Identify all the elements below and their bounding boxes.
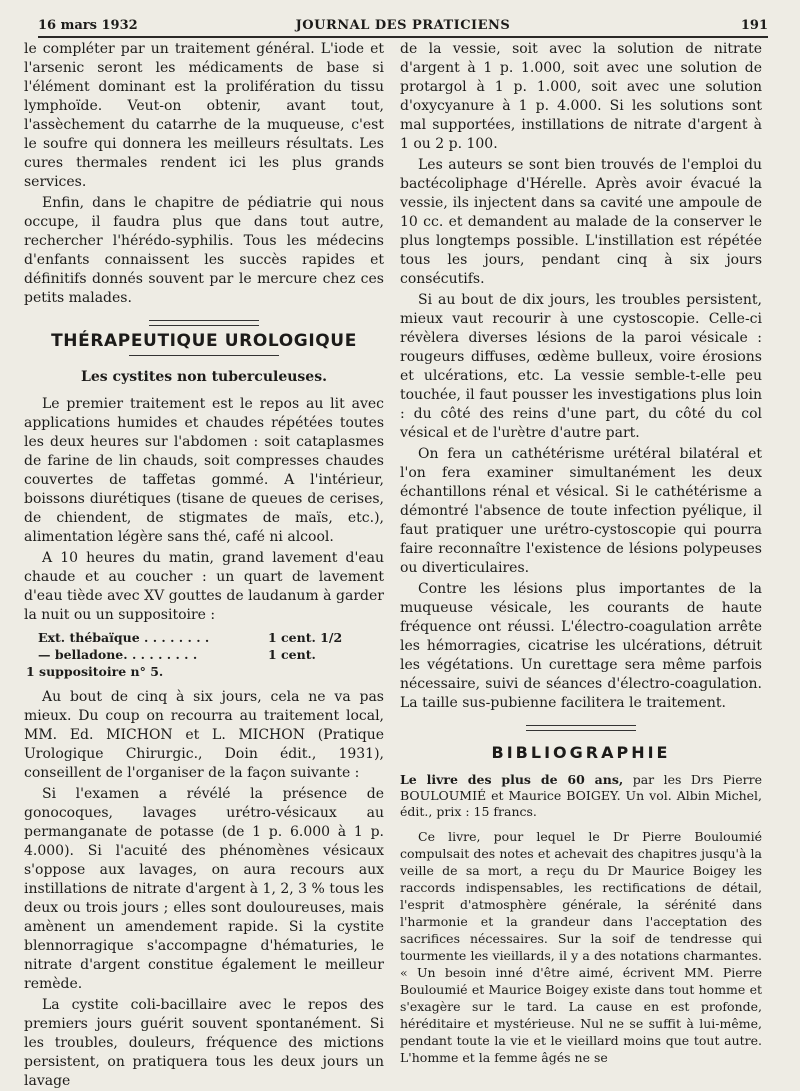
section-divider: [149, 320, 259, 326]
prescription-line: [38, 646, 384, 663]
book-details: par les Drs Pierre BOULOUMIÉ et Maurice BOIGEY. Un vol. Albin Michel, édit., prix : 15 francs.: [400, 772, 762, 819]
section-title-urologie: THÉRAPEUTIQUE UROLOGIQUE: [51, 331, 357, 351]
page-number: 191: [740, 18, 768, 33]
paragraph: le compléter par un traitement général. L'iode et l'arsenic seront les médicaments de base si l'élément dominant est la prolifération du tissu lymphoïde. Veut-on obtenir, avant tout, l'assèchement du catarrhe de la muqueuse, c'est le soufre qui donnera les meilleurs résultats. Les cures thermales rendent ici les plus grands services.: [24, 41, 384, 190]
paragraph: Si l'examen a révélé la présence de gonocoques, lavages urétro-vésicaux au permanganate de potasse (de 1 p. 6.000 à 1 p. 4.000). Si l'acuité des phénomènes vésicaux s'oppose aux lavages, on aura recours aux instillations de nitrate d'argent à 1, 2, 3 % tous les deux ou trois jours ; elles sont douloureuses, mais amènent un amendement rapide. Si la cystite blennorragique s'accompagne d'hématuries, le nitrate d'argent constitue également le meilleur remède.: [24, 786, 384, 992]
prescription-total: 1 suppositoire n° 5.: [26, 664, 164, 679]
prescription-quantity: 1 cent.: [268, 647, 316, 662]
book-review: Ce livre, pour lequel le Dr Pierre Bouloumié compulsait des notes et achevait des chapitres jusqu'à la veille de sa mort, a reçu du Dr Maurice Boigey les raccords indispensables, les rectifications de détail, l'esprit d'atmosphère générale, la sérénité dans l'harmonie et la grandeur dans l'acceptation des sacrifices nécessaires. Sur la soif de tendresse qui tourmente les vieillards, il y a des notations charmantes. « Un besoin inné d'être aimé, écrivent MM. Pierre Bouloumié et Maurice Boigey existe dans tout homme et s'exagère sur le tard. La cause en est profonde, héréditaire et mystérieuse. Nul ne se suffit à lui-même, pendant toute la vie et le vieillard moins que tout autre. L'homme et la femme âgés ne se: [400, 829, 762, 1065]
prescription: [26, 629, 384, 680]
issue-date: 16 mars 1932: [38, 18, 138, 33]
journal-title: JOURNAL DES PRATICIENS: [295, 18, 511, 33]
prescription-item: — belladone. . . . . . . . .: [38, 647, 198, 662]
prescription-quantity: 1 cent. 1/2: [268, 630, 343, 645]
title-underline: [129, 355, 279, 356]
section-divider: [526, 725, 636, 731]
paragraph: On fera un cathétérisme urétéral bilatéral et l'on fera examiner simultanément les deux échantillons rénal et vésical. Si le cathétérisme a démontré l'absence de toute infection pyélique, il faut pratiquer une urétro-cystoscopie qui pourra faire reconnaître l'existence de lésions polypeuses ou diverticulaires.: [400, 446, 762, 576]
right-column: [400, 40, 762, 1075]
paragraph: A 10 heures du matin, grand lavement d'eau chaude et au coucher : un quart de lavement d'eau tiède avec XV gouttes de laudanum à garder la nuit ou un suppositoire :: [24, 550, 384, 623]
left-column: [24, 40, 384, 1089]
paragraph: Le premier traitement est le repos au lit avec applications humides et chaudes répétées toutes les deux heures sur l'abdomen : soit cataplasmes de farine de lin chauds, soit compresses chaudes couvertes de taffetas gommé. A l'intérieur, boissons diurétiques (tisane de queues de cerises, de chiendent, de stigmates de maïs, etc.), alimentation légère sans thé, café ni alcool.: [24, 396, 384, 545]
prescription-line: [38, 629, 384, 646]
prescription-item: Ext. thébaïque . . . . . . . .: [38, 630, 210, 645]
paragraph: Les auteurs se sont bien trouvés de l'emploi du bactécoliphage d'Hérelle. Après avoir évacué la vessie, ils injectent dans sa cavité une ampoule de 10 cc. et demandent au malade de la conserver le plus longtemps possible. L'instillation est répétée tous les jours, pendant cinq à six jours consécutifs.: [400, 157, 762, 287]
book-reference: [400, 772, 762, 820]
paragraph: Enfin, dans le chapitre de pédiatrie qui nous occupe, il faudra plus que dans tout autre, rechercher l'hérédo-syphilis. Tous les médecins d'enfants connaissent les succès rapides et définitifs donnés souvent par le mercure chez ces petits malades.: [24, 195, 384, 306]
paragraph: de la vessie, soit avec la solution de nitrate d'argent à 1 p. 1.000, soit avec une solution de protargol à 1 p. 1.000, soit avec une solution d'oxycyanure à 1 p. 4.000. Si les solutions sont mal supportées, instillations de nitrate d'argent à 1 ou 2 p. 100.: [400, 41, 762, 152]
book-title: Le livre des plus de 60 ans,: [400, 772, 624, 787]
paragraph: La cystite coli-bacillaire avec le repos des premiers jours guérit souvent spontanément. Si les troubles, douleurs, fréquence des mictions persistent, on pratiquera tous les deux jours un lavage: [24, 997, 384, 1089]
section-title-bibliographie: BIBLIOGRAPHIE: [491, 743, 671, 762]
paragraph: Contre les lésions plus importantes de la muqueuse vésicale, les courants de haute fréquence ont réussi. L'électro-coagulation arrête les hémorragies, cicatrise les ulcérations, détruit les végétations. Un curettage sera même parfois nécessaire, suivi de séances d'électro-coagulation. La taille sus-pubienne facilitera le traitement.: [400, 581, 762, 711]
page-header: [38, 14, 768, 38]
paragraph: Au bout de cinq à six jours, cela ne va pas mieux. Du coup on recourra au traitement local, MM. Ed. MICHON et L. MICHON (Pratique Urologique Chirurgic., Doin édit., 1931), conseillent de l'organiser de la façon suivante :: [24, 689, 384, 781]
article-subtitle: Les cystites non tuberculeuses.: [81, 369, 327, 385]
paragraph: Si au bout de dix jours, les troubles persistent, mieux vaut recourir à une cystoscopie. Celle-ci révèlera diverses lésions de la paroi vésicale : rougeurs diffuses, œdème bulleux, voire érosions et ulcérations, etc. La vessie semble-t-elle peu touchée, il faut pousser les investigations plus loin : du côté des reins d'une part, du côté du col vésical et de l'urètre d'autre part.: [400, 292, 762, 441]
